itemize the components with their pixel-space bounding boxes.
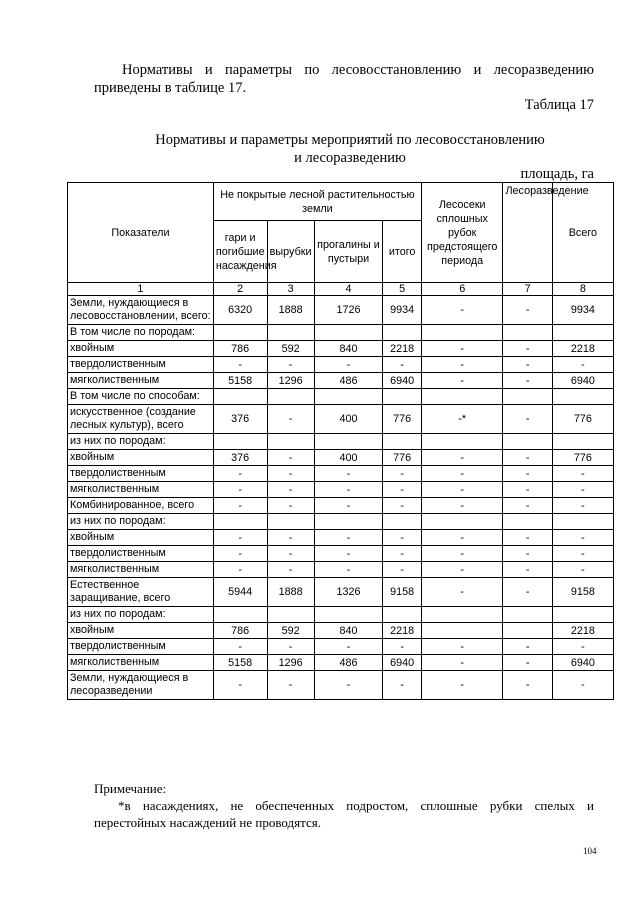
table-row <box>68 639 614 655</box>
row-label: хвойным <box>68 341 214 357</box>
table-body <box>68 296 614 700</box>
column-number: 5 <box>383 283 422 296</box>
row-value: - <box>421 530 503 546</box>
row-value <box>503 607 552 623</box>
row-label: Земли, нуждающиеся в лесоразведении <box>68 671 214 700</box>
row-value <box>383 514 422 530</box>
table-title <box>80 131 620 167</box>
row-label: Естественное заращивание, всего <box>68 578 214 607</box>
row-value: - <box>421 655 503 671</box>
row-value: - <box>421 373 503 389</box>
row-value: - <box>552 466 613 482</box>
row-value <box>552 389 613 405</box>
header-cuttings: вырубки <box>267 221 314 283</box>
row-label: мягколиственным <box>68 655 214 671</box>
row-value: - <box>267 530 314 546</box>
row-value: -* <box>421 405 503 434</box>
row-label: твердолиственным <box>68 466 214 482</box>
row-label: искусственное (создание лесных культур), всего <box>68 405 214 434</box>
header-planned-cuttings: Лесосеки сплошных рубок предстоящего периода <box>421 183 503 283</box>
row-value: 592 <box>267 341 314 357</box>
note-title: Примечание: <box>94 781 167 796</box>
row-value: - <box>503 341 552 357</box>
header-not-covered: Не покрытые лесной растительностью земли <box>213 183 421 221</box>
row-value <box>552 514 613 530</box>
row-value <box>383 325 422 341</box>
row-value: - <box>383 482 422 498</box>
row-value: - <box>213 546 267 562</box>
row-value: - <box>314 482 383 498</box>
column-number: 1 <box>68 283 214 296</box>
row-value: - <box>503 373 552 389</box>
row-label: твердолиственным <box>68 639 214 655</box>
table-row <box>68 655 614 671</box>
row-value <box>314 607 383 623</box>
row-value <box>552 325 613 341</box>
row-value: - <box>213 498 267 514</box>
table-row <box>68 389 614 405</box>
column-number: 8 <box>552 283 613 296</box>
row-value: - <box>421 296 503 325</box>
table-row <box>68 296 614 325</box>
row-value <box>503 325 552 341</box>
note <box>94 780 594 831</box>
row-value: - <box>552 357 613 373</box>
row-value: - <box>267 546 314 562</box>
row-label: хвойным <box>68 530 214 546</box>
row-label: мягколиственным <box>68 562 214 578</box>
row-label: Комбинированное, всего <box>68 498 214 514</box>
row-value: - <box>314 357 383 373</box>
row-value: - <box>213 357 267 373</box>
row-value: - <box>503 578 552 607</box>
row-value <box>267 514 314 530</box>
row-value: - <box>503 498 552 514</box>
page-number: 104 <box>583 846 597 856</box>
row-value: - <box>421 546 503 562</box>
column-number: 3 <box>267 283 314 296</box>
row-value: - <box>213 466 267 482</box>
row-value: 2218 <box>383 623 422 639</box>
row-value: 2218 <box>383 341 422 357</box>
table-row <box>68 514 614 530</box>
row-value: - <box>267 405 314 434</box>
norms-table <box>67 182 614 700</box>
row-value: 1296 <box>267 655 314 671</box>
row-value <box>213 514 267 530</box>
row-value: - <box>267 466 314 482</box>
row-value: 6940 <box>383 373 422 389</box>
row-value: - <box>314 671 383 700</box>
row-label: из них по породам: <box>68 514 214 530</box>
table-row <box>68 357 614 373</box>
row-value: - <box>314 498 383 514</box>
row-label: мягколиственным <box>68 373 214 389</box>
row-value: - <box>421 466 503 482</box>
row-value: - <box>383 466 422 482</box>
header-glades: прогалины и пустыри <box>314 221 383 283</box>
row-value: - <box>421 639 503 655</box>
row-value: - <box>267 671 314 700</box>
table-row <box>68 466 614 482</box>
row-value: - <box>314 466 383 482</box>
row-value: - <box>503 405 552 434</box>
row-value: - <box>383 357 422 373</box>
row-value: 6940 <box>552 373 613 389</box>
row-value: - <box>552 671 613 700</box>
column-numbers-row <box>68 283 614 296</box>
row-value: 786 <box>213 623 267 639</box>
row-value: - <box>552 639 613 655</box>
row-value: 6320 <box>213 296 267 325</box>
row-value: - <box>267 450 314 466</box>
column-number: 7 <box>503 283 552 296</box>
row-value: - <box>552 546 613 562</box>
row-value: - <box>267 639 314 655</box>
table-row <box>68 434 614 450</box>
row-value <box>213 325 267 341</box>
row-label: В том числе по породам: <box>68 325 214 341</box>
row-value: 5944 <box>213 578 267 607</box>
row-value <box>314 434 383 450</box>
row-value: 486 <box>314 655 383 671</box>
column-number: 2 <box>213 283 267 296</box>
row-value: 2218 <box>552 341 613 357</box>
header-indicators: Показатели <box>68 183 214 283</box>
table-row <box>68 450 614 466</box>
row-label: твердолиственным <box>68 357 214 373</box>
row-value: - <box>383 530 422 546</box>
row-value <box>503 389 552 405</box>
intro-paragraph: Нормативы и параметры по лесовосстановлению и лесоразведению приведены в таблице 17. <box>94 62 594 96</box>
row-value: - <box>503 357 552 373</box>
row-value <box>421 434 503 450</box>
row-value <box>552 434 613 450</box>
row-value <box>213 389 267 405</box>
row-value: 840 <box>314 341 383 357</box>
row-value: 376 <box>213 450 267 466</box>
table-row <box>68 607 614 623</box>
table-row <box>68 546 614 562</box>
row-value <box>314 325 383 341</box>
row-value <box>267 607 314 623</box>
table-row <box>68 341 614 357</box>
row-value: - <box>421 357 503 373</box>
units-label: площадь, га <box>520 166 594 182</box>
row-value: 1888 <box>267 578 314 607</box>
row-label: Земли, нуждающиеся в лесовосстановлении, всего: <box>68 296 214 325</box>
row-value: - <box>552 562 613 578</box>
row-value: 1296 <box>267 373 314 389</box>
row-value: - <box>383 562 422 578</box>
row-value <box>421 514 503 530</box>
row-value <box>314 514 383 530</box>
table-row <box>68 373 614 389</box>
row-value <box>421 325 503 341</box>
table-row <box>68 671 614 700</box>
table-title-line1: Нормативы и параметры мероприятий по лесовосстановлению <box>155 132 545 148</box>
row-value: - <box>213 482 267 498</box>
row-value <box>552 607 613 623</box>
table-row <box>68 482 614 498</box>
row-value: - <box>503 482 552 498</box>
row-value: - <box>421 562 503 578</box>
table-title-line2: и лесоразведению <box>294 150 406 166</box>
header-all: Всего <box>552 183 613 283</box>
row-value: - <box>503 546 552 562</box>
row-value: - <box>503 671 552 700</box>
row-value: - <box>383 639 422 655</box>
note-text: *в насаждениях, не обеспеченных подростом, сплошные рубки спелых и перестойных насаждений не проводятся. <box>94 798 594 830</box>
row-label: из них по породам: <box>68 607 214 623</box>
row-value <box>421 607 503 623</box>
row-value <box>213 434 267 450</box>
row-value: 776 <box>552 450 613 466</box>
row-value: 786 <box>213 341 267 357</box>
row-value: 776 <box>383 450 422 466</box>
row-value <box>267 389 314 405</box>
row-value: 6940 <box>552 655 613 671</box>
table-row <box>68 498 614 514</box>
row-value: - <box>503 530 552 546</box>
row-value: 592 <box>267 623 314 639</box>
row-value: - <box>503 639 552 655</box>
row-value: - <box>383 498 422 514</box>
table-row <box>68 623 614 639</box>
row-value: - <box>503 450 552 466</box>
row-label: мягколиственным <box>68 482 214 498</box>
row-value: 400 <box>314 405 383 434</box>
row-value <box>267 325 314 341</box>
row-value: 776 <box>383 405 422 434</box>
row-value: 1326 <box>314 578 383 607</box>
row-value: - <box>383 671 422 700</box>
row-value <box>213 607 267 623</box>
column-number: 6 <box>421 283 503 296</box>
row-value: 486 <box>314 373 383 389</box>
row-value: - <box>421 450 503 466</box>
header-total: итого <box>383 221 422 283</box>
row-value: - <box>421 498 503 514</box>
row-value <box>503 623 552 639</box>
row-value: - <box>552 530 613 546</box>
row-value: - <box>503 562 552 578</box>
row-value: 9934 <box>552 296 613 325</box>
row-value <box>421 389 503 405</box>
row-label: хвойным <box>68 623 214 639</box>
row-value: - <box>314 639 383 655</box>
row-value: - <box>267 482 314 498</box>
row-value <box>503 434 552 450</box>
header-burnt: гари и погибшие насаждения <box>213 221 267 283</box>
table-row <box>68 325 614 341</box>
row-value: - <box>552 482 613 498</box>
row-value: - <box>213 671 267 700</box>
row-value: - <box>213 639 267 655</box>
row-value: - <box>421 341 503 357</box>
row-value: - <box>503 466 552 482</box>
row-label: В том числе по способам: <box>68 389 214 405</box>
row-value <box>383 434 422 450</box>
row-value: - <box>267 562 314 578</box>
row-value <box>383 607 422 623</box>
row-value: - <box>421 482 503 498</box>
row-value: - <box>213 530 267 546</box>
row-value: - <box>552 498 613 514</box>
row-value <box>267 434 314 450</box>
row-value: - <box>421 671 503 700</box>
row-value: 9158 <box>552 578 613 607</box>
row-value: 776 <box>552 405 613 434</box>
row-label: твердолиственным <box>68 546 214 562</box>
row-value: - <box>267 357 314 373</box>
row-value: 5158 <box>213 655 267 671</box>
row-value: - <box>267 498 314 514</box>
header-afforestation: Лесоразведение <box>503 183 552 283</box>
table-row <box>68 530 614 546</box>
row-value: - <box>213 562 267 578</box>
row-value <box>383 389 422 405</box>
table-row <box>68 405 614 434</box>
table-row <box>68 562 614 578</box>
row-value: - <box>314 530 383 546</box>
row-value: 2218 <box>552 623 613 639</box>
row-value: - <box>383 546 422 562</box>
row-value: - <box>314 562 383 578</box>
row-value: - <box>503 655 552 671</box>
row-value: 376 <box>213 405 267 434</box>
row-value: 1888 <box>267 296 314 325</box>
row-value: 9158 <box>383 578 422 607</box>
row-value: 6940 <box>383 655 422 671</box>
row-value: - <box>421 578 503 607</box>
row-value: 400 <box>314 450 383 466</box>
row-label: хвойным <box>68 450 214 466</box>
table-label: Таблица 17 <box>524 97 594 113</box>
row-value: 5158 <box>213 373 267 389</box>
row-value: - <box>314 546 383 562</box>
row-value <box>503 514 552 530</box>
row-value: 1726 <box>314 296 383 325</box>
column-number: 4 <box>314 283 383 296</box>
row-value: 9934 <box>383 296 422 325</box>
row-value: - <box>503 296 552 325</box>
table-row <box>68 578 614 607</box>
row-value <box>314 389 383 405</box>
row-value <box>421 623 503 639</box>
row-label: из них по породам: <box>68 434 214 450</box>
row-value: 840 <box>314 623 383 639</box>
